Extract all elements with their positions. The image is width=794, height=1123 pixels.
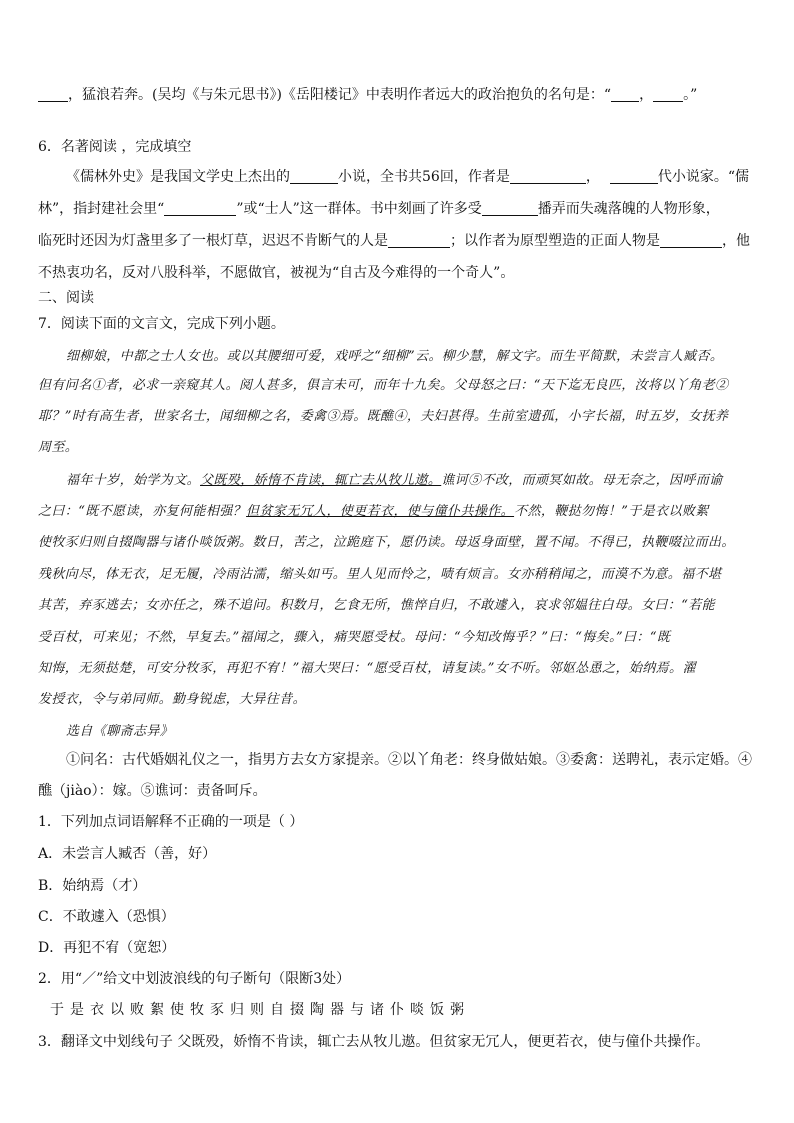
q6-line-4: 不热衷功名，反对八股科举，不愿做官，被视为“自古及今难得的一个奇人”。: [38, 265, 515, 281]
passage-line: 耶？”时有高生者，世家名士，闻细柳之名，委禽③焉。既醮④，夫妇甚得。生前室遗孤，小字长福，时五岁，女抚养: [38, 409, 729, 424]
q7-intro: 7．阅读下面的文言文，完成下列小题。: [38, 316, 285, 332]
underlined-sentence: 但贫家无冗人，使更若衣，使与僮仆共操作。: [246, 504, 515, 519]
passage-line: 受百杖，可来见；不然，早复去。”福闻之，骤入，痛哭愿受杖。母问：“今知改悔乎？”曰：“悔矣。”曰：“既: [38, 630, 671, 645]
question-1: 1．下列加点词语解释不正确的一项是（ ）: [38, 814, 304, 830]
passage-line: 细柳娘，中都之士人女也。或以其腰细可爱，戏呼之“细柳”云。柳少慧，解文字。而生平简默，未尝言人臧否。: [66, 349, 724, 364]
passage-line: 残秋向尽，体无衣，足无履，冷雨沾濡，缩头如丐。里人见而怜之，啧有烦言。女亦稍稍闻之，而漠不为意。福不堪: [38, 567, 722, 582]
option-b[interactable]: B．始纳焉（才）: [38, 878, 147, 894]
passage-line: 周至。: [38, 440, 79, 455]
passage-source: 选自《聊斋志异》: [66, 724, 174, 739]
answer-blank[interactable]: [653, 87, 683, 102]
passage-line: 之曰：“既不愿读，亦复何能相强？但贫家无冗人，使更若衣，使与僮仆共操作。不然，鞭挞勿悔！”于是衣以败絮: [38, 504, 709, 519]
answer-blank[interactable]: [38, 87, 68, 102]
passage-line: 福年十岁，始学为文。父既殁，娇惰不肯读，辄亡去从牧儿遨。谯诃⑤不改，而顽冥如故。母无奈之，因呼而谕: [66, 473, 723, 488]
answer-blank[interactable]: [290, 169, 338, 184]
answer-blank[interactable]: [510, 169, 586, 184]
section-heading: 二、阅读: [38, 290, 94, 306]
passage-line: 但有问名①者，必求一亲窥其人。阅人甚多，俱言未可，而年十九矣。父母怒之曰：“天下迄无良匹，汝将以丫角老②: [38, 378, 729, 393]
q6-line-2: 林”，指封建社会里“ ”或“士人”这一群体。书中刻画了许多受 播弄而失魂落魄的人物形象，: [38, 201, 720, 217]
notes-line: ①问名：古代婚姻礼仪之一，指男方去女方家提亲。②以丫角老：终身做姑娘。③委禽：送聘礼，表示定婚。④: [66, 752, 752, 768]
answer-blank[interactable]: [610, 169, 658, 184]
answer-blank[interactable]: [482, 201, 538, 216]
passage-line: 知悔，无须挞楚，可安分牧豕，再犯不宥！”福大哭曰：“愿受百杖，请复读。”女不听。邻妪怂恿之，始纳焉。濯: [38, 661, 696, 676]
answer-blank[interactable]: [660, 233, 722, 248]
q6-line-1: 《儒林外史》是我国文学史上杰出的 小说，全书共56回，作者是 ， 代小说家。“儒: [66, 169, 749, 185]
passage-line: 其苦，弃豕逃去；女亦任之，殊不追问。积数月，乞食无所，憔悴自归，不敢遽入，哀求邻媪往白母。女曰：“若能: [38, 598, 716, 613]
q5-tail-line: ，猛浪若奔。(吴均《与朱元思书》)《岳阳楼记》中表明作者远大的政治抱负的名句是：“ ， 。”: [38, 84, 697, 104]
answer-blank[interactable]: [611, 87, 639, 102]
wavy-sentence: 于是衣以败絮使牧豕归则自掇陶器与诸仆啖饭粥: [50, 1002, 470, 1018]
answer-blank[interactable]: [164, 201, 236, 216]
notes-line: 醮（jiào）：嫁。⑤谯诃：责备呵斥。: [38, 783, 267, 799]
question-2: 2．用“／”给文中划波浪线的句子断句（限断3处）: [38, 971, 351, 987]
question-3: 3．翻译文中划线句子 父既殁，娇惰不肯读，辄亡去从牧儿遨。但贫家无冗人，便更若衣，使与僮仆共操作。: [38, 1034, 710, 1050]
q6-line-3: 临死时还因为灯盏里多了一根灯草，迟迟不肯断气的人是 ；以作者为原型塑造的正面人物是 ，他: [38, 233, 750, 249]
option-a[interactable]: A．未尝言人臧否（善，好）: [38, 846, 217, 862]
option-d[interactable]: D．再犯不宥（宽恕）: [38, 940, 176, 956]
option-c[interactable]: C．不敢遽入（恐惧）: [38, 909, 175, 925]
passage-line: 发授衣，令与弟同师。勤身锐虑，大异往昔。: [38, 692, 307, 707]
underlined-sentence: 父既殁，娇惰不肯读，辄亡去从牧儿遨。: [200, 473, 442, 488]
q6-heading: 6．名著阅读 ，完成填空: [38, 139, 192, 155]
passage-line: 使牧豕归则自掇陶器与诸仆啖饭粥。数日，苦之，泣跪庭下，愿仍读。母返身面壁，置不闻。不得已，执鞭啜泣而出。: [38, 535, 735, 550]
q5-text: ，猛浪若奔。(吴均《与朱元思书》)《岳阳楼记》中表明作者远大的政治抱负的名句是：“: [68, 87, 612, 103]
answer-blank[interactable]: [388, 233, 450, 248]
